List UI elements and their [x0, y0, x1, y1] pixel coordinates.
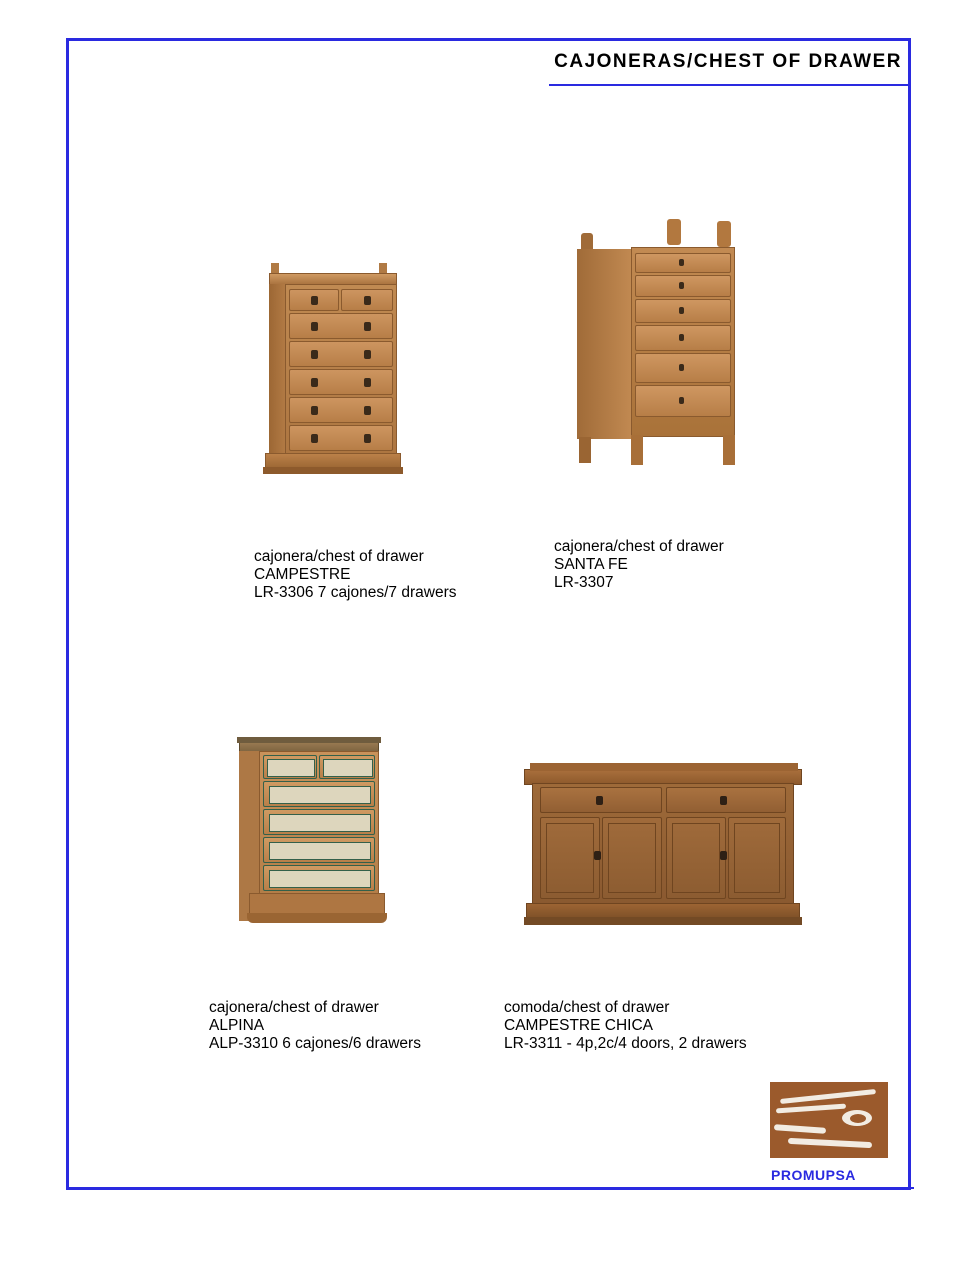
product-card-campestre-chica: [504, 721, 814, 1052]
product-card-santa-fe: [539, 191, 799, 591]
caption-line-1: comoda/chest of drawer: [504, 999, 670, 1016]
promupsa-logo-text: PROMUPSA: [771, 1167, 856, 1183]
caption-line-3: LR-3311 - 4p,2c/4 doors, 2 drawers: [504, 1035, 747, 1052]
page-frame: [66, 38, 911, 1190]
promupsa-logo-mark: [770, 1082, 888, 1158]
caption-line-1: cajonera/chest of drawer: [554, 538, 724, 555]
product-card-alpina: [179, 701, 429, 1052]
product-caption-campestre-chica: [504, 999, 747, 1053]
caption-line-3: LR-3307: [554, 574, 614, 591]
caption-line-2: SANTA FE: [554, 556, 628, 573]
chest-of-drawer-santa-fe-image: [539, 191, 799, 491]
chest-of-drawer-campestre-image: [219, 251, 469, 491]
logo-divider: [769, 1187, 914, 1189]
caption-line-2: CAMPESTRE: [254, 566, 351, 583]
header-divider: [549, 84, 911, 86]
page-title: CAJONERAS/CHEST OF DRAWER: [554, 51, 902, 72]
product-caption-alpina: [209, 999, 421, 1053]
caption-line-3: ALP-3310 6 cajones/6 drawers: [209, 1035, 421, 1052]
caption-line-3: LR-3306 7 cajones/7 drawers: [254, 584, 457, 601]
comoda-campestre-chica-image: [504, 721, 814, 951]
caption-line-2: ALPINA: [209, 1017, 265, 1034]
chest-of-drawer-alpina-image: [179, 701, 429, 951]
product-caption-santa-fe: [554, 538, 724, 592]
product-card-campestre: [219, 251, 469, 601]
caption-line-1: cajonera/chest of drawer: [254, 548, 424, 565]
product-caption-campestre: [254, 548, 456, 602]
caption-line-2: CAMPESTRE CHICA: [504, 1017, 653, 1034]
caption-line-1: cajonera/chest of drawer: [209, 999, 379, 1016]
